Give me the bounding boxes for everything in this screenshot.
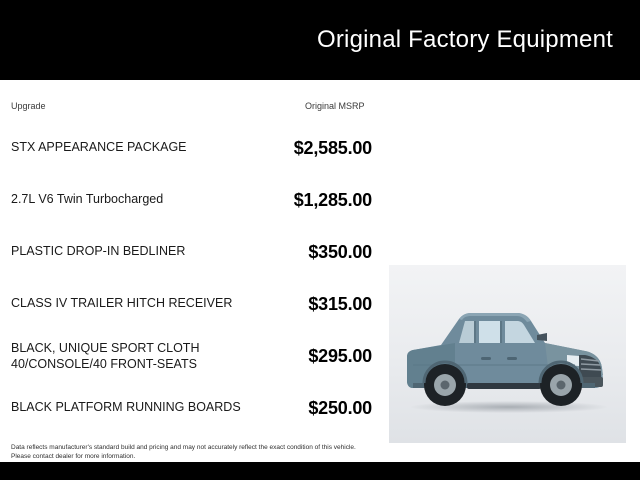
- page-title: Original Factory Equipment: [317, 26, 613, 53]
- table-row: [0, 122, 380, 174]
- row-price: $2,585.00: [293, 137, 372, 158]
- table-row: [0, 330, 380, 382]
- row-price: $250.00: [308, 397, 372, 418]
- disclaimer-line-2: Please contact dealer for more information.: [11, 453, 136, 461]
- table-row: [0, 226, 380, 278]
- column-header-upgrade: Upgrade: [11, 101, 46, 111]
- row-price: $1,285.00: [293, 189, 372, 210]
- vehicle-photo: [389, 265, 626, 443]
- equipment-table: [0, 122, 380, 434]
- disclaimer: [11, 443, 381, 462]
- row-label: PLASTIC DROP-IN BEDLINER: [11, 244, 186, 259]
- table-row: [0, 382, 380, 434]
- disclaimer-line-1: Data reflects manufacturer's standard build and pricing and may not accurately reflect the exact condition of this vehicle.: [11, 444, 356, 451]
- column-header-msrp: Original MSRP: [305, 101, 365, 111]
- row-label: BLACK PLATFORM RUNNING BOARDS: [11, 400, 241, 415]
- row-price: $350.00: [308, 241, 372, 262]
- truck-illustration: [389, 265, 626, 443]
- row-label: CLASS IV TRAILER HITCH RECEIVER: [11, 296, 233, 311]
- row-label: 2.7L V6 Twin Turbocharged: [11, 192, 164, 207]
- row-label: STX APPEARANCE PACKAGE: [11, 140, 187, 155]
- content-area: [0, 80, 640, 480]
- table-row: [0, 278, 380, 330]
- row-label: BLACK, UNIQUE SPORT CLOTH 40/CONSOLE/40 FRONT-SEATS: [11, 340, 200, 371]
- row-price: $315.00: [308, 293, 372, 314]
- footer-bar: [0, 462, 640, 480]
- table-row: [0, 174, 380, 226]
- row-price: $295.00: [308, 345, 372, 366]
- page-header: [0, 0, 640, 80]
